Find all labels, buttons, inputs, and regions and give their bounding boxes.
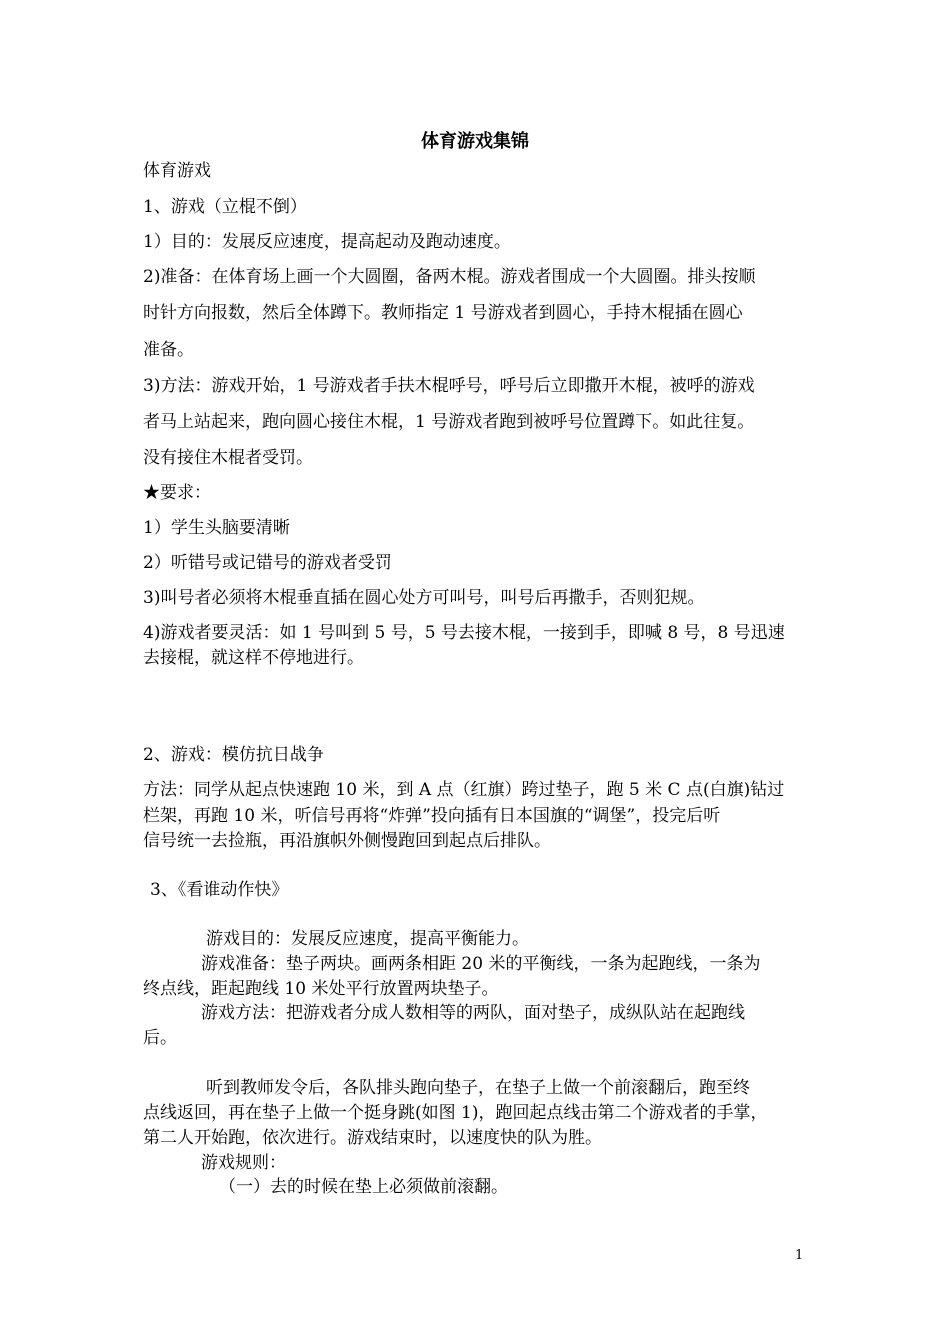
requirement-item: 4)游戏者要灵活：如 1 号叫到 5 号，5 号去接木棍，一接到手，即喊 8 号，8 号迅速: [143, 623, 785, 643]
game-1-heading: 1、游戏（立棍不倒）: [143, 197, 307, 217]
game-1-prep-line: 准备。: [143, 340, 194, 360]
game-1-method-line: 没有接住木棍者受罚。: [143, 448, 313, 468]
game-3-method-line: 听到教师发令后，各队排头跑向垫子，在垫子上做一个前滚翻后，跑至终: [206, 1078, 750, 1098]
game-3-prep-line: 终点线，距起跑线 10 米处平行放置两块垫子。: [143, 979, 499, 999]
game-3-purpose: 游戏目的：发展反应速度，提高平衡能力。: [206, 929, 529, 949]
game-3-method-line: 游戏方法：把游戏者分成人数相等的两队，面对垫子，成纵队站在起跑线: [201, 1003, 745, 1023]
game-2-method-line: 栏架，再跑 10 米，听信号再将“炸弹”投向插有日本国旗的“调堡”，投完后听: [143, 806, 721, 826]
document-title: 体育游戏集锦: [421, 131, 529, 152]
game-1-prep-line: 时针方向报数，然后全体蹲下。教师指定 1 号游戏者到圆心，手持木棍插在圆心: [143, 303, 743, 323]
page-number: 1: [795, 1248, 804, 1263]
requirements-heading: ★要求：: [143, 483, 211, 503]
game-2-method-line: 方法：同学从起点快速跑 10 米，到 A 点（红旗）跨过垫子，跑 5 米 C 点(白旗)钻过: [143, 780, 785, 800]
game-1-purpose: 1）目的：发展反应速度，提高起动及跑动速度。: [143, 232, 511, 252]
game-2-heading: 2、游戏：模仿抗日战争: [143, 745, 324, 765]
game-2-method-line: 信号统一去捡瓶，再沿旗帜外侧慢跑回到起点后排队。: [143, 831, 551, 851]
game-1-method-line: 3)方法：游戏开始，1 号游戏者手扶木棍呼号，呼号后立即撒开木棍，被呼的游戏: [143, 376, 755, 396]
game-3-prep-line: 游戏准备：垫子两块。画两条相距 20 米的平衡线，一条为起跑线，一条为: [201, 954, 761, 974]
requirement-item: 1）学生头脑要清晰: [143, 518, 290, 538]
game-3-rule-item: （一）去的时候在垫上必须做前滚翻。: [219, 1177, 508, 1197]
game-3-heading: 3、《看谁动作快》: [150, 880, 289, 900]
game-1-prep-line: 2)准备：在体育场上画一个大圆圈，备两木棍。游戏者围成一个大圆圈。排头按顺: [143, 267, 756, 287]
game-3-method-line: 后。: [143, 1028, 177, 1048]
requirement-item: 去接棍，就这样不停地进行。: [143, 648, 364, 668]
requirement-item: 3)叫号者必须将木棍垂直插在圆心处方可叫号，叫号后再撒手，否则犯规。: [143, 588, 705, 608]
game-3-rules-heading: 游戏规则：: [201, 1153, 286, 1173]
game-3-method-line: 点线返回，再在垫子上做一个挺身跳(如图 1)，跑回起点线击第二个游戏者的手掌，: [143, 1103, 768, 1123]
game-1-method-line: 者马上站起来，跑向圆心接住木棍，1 号游戏者跑到被呼号位置蹲下。如此往复。: [143, 412, 755, 432]
game-3-method-line: 第二人开始跑，依次进行。游戏结束时，以速度快的队为胜。: [143, 1128, 602, 1148]
requirement-item: 2）听错号或记错号的游戏者受罚: [143, 553, 392, 573]
section-heading: 体育游戏: [143, 161, 211, 181]
